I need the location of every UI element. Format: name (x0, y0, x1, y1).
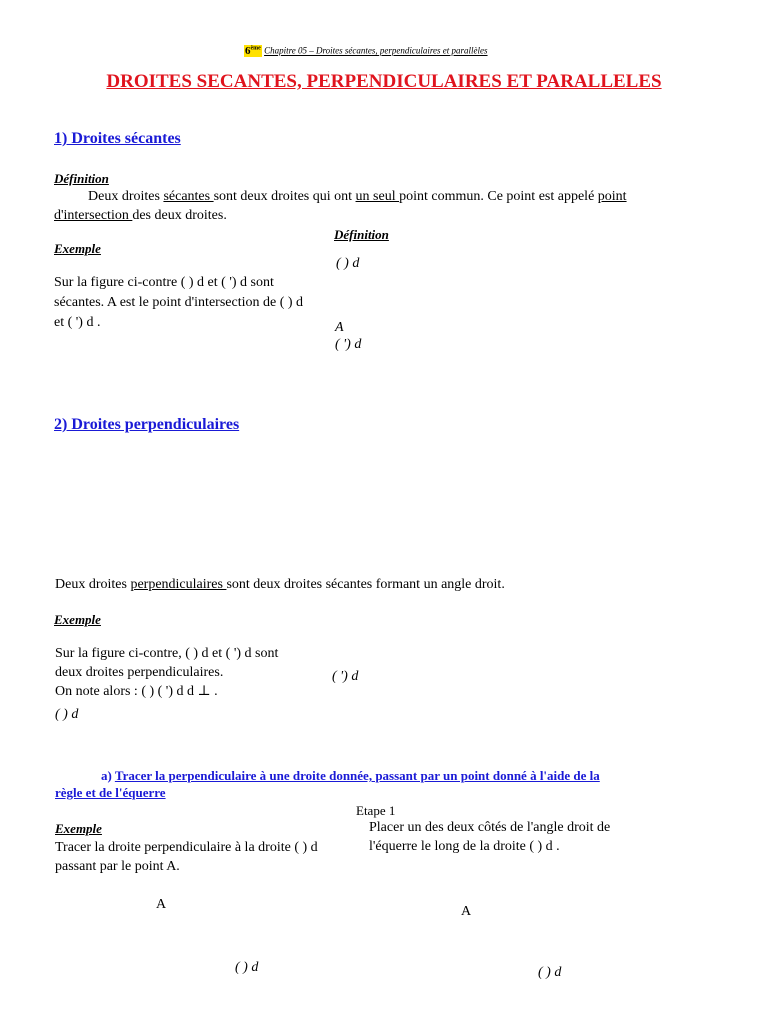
example-3-text: Tracer la droite perpendiculaire à la droite ( ) d passant par le point A. (55, 840, 318, 874)
step-1-text: Placer un des deux côtés de l'angle droit de l'équerre le long de la droite ( ) d . (369, 820, 611, 854)
fig-left-line-d: ( ) d (235, 960, 259, 975)
figure2-line-d: ( ) d (55, 707, 79, 722)
example-secantes-text: Sur la figure ci-contre ( ) d et ( ') d sont sécantes. A est le point d'intersection de ( ) d et ( ') d . (54, 275, 304, 330)
grade-badge: 6ème (245, 44, 261, 57)
example-label: Exemple (54, 241, 101, 256)
figure-point-A: A (335, 320, 344, 335)
example-perpendiculaires-text: Sur la figure ci-contre, ( ) d et ( ') d sont deux droites perpendiculaires. On note alors : ( ) ( ') d d ⊥ . (55, 646, 279, 699)
example-label-3: Exemple (55, 821, 102, 836)
page-title: DROITES SECANTES, PERPENDICULAIRES ET PARALLELES (106, 71, 662, 92)
chapter-label: Chapitre 05 – Droites sécantes, perpendiculaires et parallèles (264, 45, 488, 56)
figure2-line-d-prime: ( ') d (332, 669, 359, 684)
definition-label: Définition (54, 171, 109, 186)
figure-definition-label: Définition (334, 227, 389, 242)
figure-line-d-prime: ( ') d (335, 337, 362, 352)
figure-line-d: ( ) d (336, 256, 360, 271)
example-label-2: Exemple (54, 612, 101, 627)
step-1-title: Etape 1 (356, 803, 396, 818)
definition-perpendiculaires: Deux droites perpendiculaires sont deux droites sécantes formant un angle droit. (55, 577, 505, 592)
subsection-a-title: a) Tracer la perpendiculaire à une droite donnée, passant par un point donné à l'aide de la règle et de l'équerre (55, 768, 600, 800)
fig-right-line-d: ( ) d (538, 965, 562, 980)
fig-right-point-A: A (461, 904, 472, 919)
fig-left-point-A: A (156, 897, 167, 912)
page-header (244, 42, 488, 57)
section-1-title: 1) Droites sécantes (54, 130, 181, 147)
section-2-title: 2) Droites perpendiculaires (54, 416, 240, 433)
definition-secantes: Deux droites sécantes sont deux droites qui ont un seul point commun. Ce point est appelé point d'intersection des deux droites. (54, 189, 627, 223)
